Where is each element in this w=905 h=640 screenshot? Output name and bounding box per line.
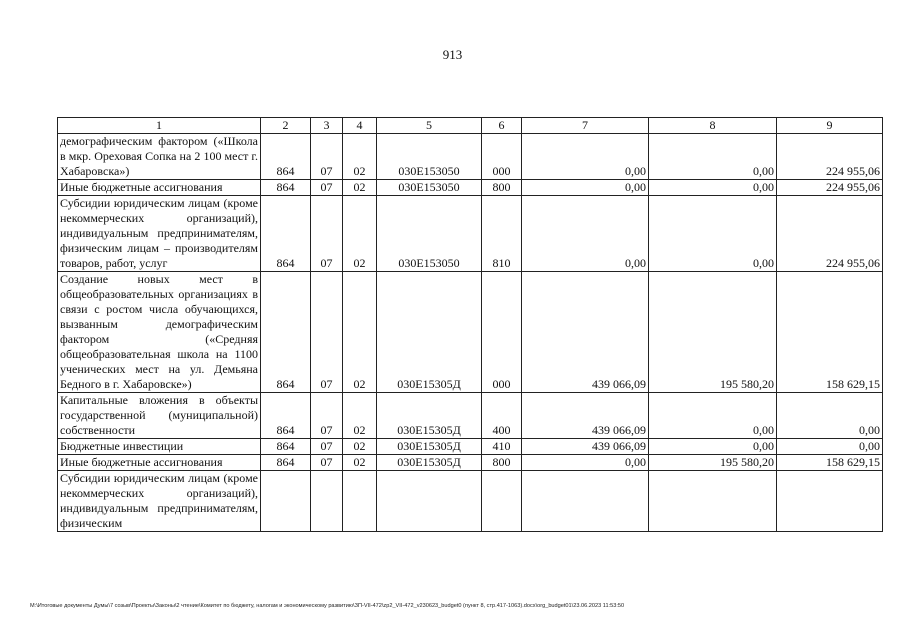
header-cell: 7 — [522, 118, 649, 134]
budget-table — [57, 117, 883, 532]
header-cell: 6 — [482, 118, 522, 134]
cell-subsection: 02 — [343, 393, 377, 439]
cell-ministry-code: 864 — [261, 134, 311, 180]
cell-section: 07 — [311, 180, 343, 196]
table-row — [58, 455, 883, 471]
cell-target-article: 030Е15305Д — [377, 439, 482, 455]
row-description: Субсидии юридическим лицам (кроме некоммерческих организаций), индивидуальным предпринимателям, физическим — [58, 471, 261, 532]
cell-subsection: 02 — [343, 439, 377, 455]
cell-amount-col7: 439 066,09 — [522, 439, 649, 455]
cell-subsection: 02 — [343, 455, 377, 471]
cell-amount-col9: 0,00 — [777, 439, 883, 455]
cell-section: 07 — [311, 272, 343, 393]
row-description: Создание новых мест в общеобразовательных организациях в связи с ростом числа обучающихся, вызванным демографическим фактором («Средняя общеобразовательная школа на 1100 ученических мест на ул. Демьяна Бедного в г. Хабаровске») — [58, 272, 261, 393]
header-cell: 1 — [58, 118, 261, 134]
cell-target-article: 030Е153050 — [377, 134, 482, 180]
cell-target-article: 030Е153050 — [377, 180, 482, 196]
row-description: Иные бюджетные ассигнования — [58, 180, 261, 196]
cell-amount-col7: 439 066,09 — [522, 393, 649, 439]
cell-amount-col7: 0,00 — [522, 180, 649, 196]
table-row — [58, 393, 883, 439]
cell-ministry-code: 864 — [261, 439, 311, 455]
cell-subsection: 02 — [343, 196, 377, 272]
cell-amount-col8: 0,00 — [649, 439, 777, 455]
header-cell: 5 — [377, 118, 482, 134]
cell-amount-col9: 224 955,06 — [777, 180, 883, 196]
cell-amount-col8: 0,00 — [649, 134, 777, 180]
cell-amount-col9: 158 629,15 — [777, 455, 883, 471]
cell-subsection: 02 — [343, 180, 377, 196]
cell-amount-col8: 195 580,20 — [649, 455, 777, 471]
cell-target-article: 030Е15305Д — [377, 455, 482, 471]
cell-expense-type: 400 — [482, 393, 522, 439]
row-description: Капитальные вложения в объекты государственной (муниципальной) собственности — [58, 393, 261, 439]
cell-expense-type: 810 — [482, 196, 522, 272]
cell-amount-col7 — [522, 471, 649, 532]
table-row — [58, 134, 883, 180]
table-row — [58, 196, 883, 272]
row-description: Субсидии юридическим лицам (кроме некоммерческих организаций), индивидуальным предпринимателям, физическим лицам – производителям товаров, работ, услуг — [58, 196, 261, 272]
cell-section: 07 — [311, 393, 343, 439]
cell-target-article — [377, 471, 482, 532]
cell-ministry-code: 864 — [261, 196, 311, 272]
table-row — [58, 439, 883, 455]
header-cell: 8 — [649, 118, 777, 134]
cell-section: 07 — [311, 439, 343, 455]
cell-amount-col9: 0,00 — [777, 393, 883, 439]
cell-amount-col7: 0,00 — [522, 455, 649, 471]
row-description: демографическим фактором («Школа в мкр. Ореховая Сопка на 2 100 мест г. Хабаровска») — [58, 134, 261, 180]
header-cell: 3 — [311, 118, 343, 134]
cell-amount-col9 — [777, 471, 883, 532]
cell-subsection — [343, 471, 377, 532]
cell-amount-col8 — [649, 471, 777, 532]
header-row — [58, 118, 883, 134]
cell-amount-col7: 0,00 — [522, 196, 649, 272]
cell-amount-col7: 439 066,09 — [522, 272, 649, 393]
cell-section: 07 — [311, 196, 343, 272]
row-description: Иные бюджетные ассигнования — [58, 455, 261, 471]
cell-amount-col8: 0,00 — [649, 196, 777, 272]
cell-amount-col9: 158 629,15 — [777, 272, 883, 393]
cell-subsection: 02 — [343, 134, 377, 180]
row-description: Бюджетные инвестиции — [58, 439, 261, 455]
cell-amount-col9: 224 955,06 — [777, 196, 883, 272]
cell-ministry-code: 864 — [261, 180, 311, 196]
cell-subsection: 02 — [343, 272, 377, 393]
cell-ministry-code: 864 — [261, 455, 311, 471]
cell-target-article: 030Е153050 — [377, 196, 482, 272]
cell-section: 07 — [311, 134, 343, 180]
cell-section — [311, 471, 343, 532]
cell-ministry-code: 864 — [261, 393, 311, 439]
cell-ministry-code — [261, 471, 311, 532]
header-cell: 2 — [261, 118, 311, 134]
cell-amount-col8: 195 580,20 — [649, 272, 777, 393]
cell-target-article: 030Е15305Д — [377, 393, 482, 439]
cell-section: 07 — [311, 455, 343, 471]
cell-expense-type: 800 — [482, 180, 522, 196]
cell-amount-col8: 0,00 — [649, 393, 777, 439]
footer-file-path: M:\Итоговые документы Думы\7 созыв\Проекты\Законы\2 чтение\Комитет по бюджету, налогам и экономическому развитию\ЗП-VII-472\zp2_VII-472_v230623_budget0 (пункт 8, стр.417-1063).docx\org_budget01\23.06.2023 11:53:50 — [30, 603, 625, 609]
cell-ministry-code: 864 — [261, 272, 311, 393]
cell-expense-type: 800 — [482, 455, 522, 471]
cell-amount-col8: 0,00 — [649, 180, 777, 196]
cell-expense-type: 410 — [482, 439, 522, 455]
page-number: 913 — [442, 47, 463, 62]
cell-expense-type: 000 — [482, 272, 522, 393]
header-cell: 9 — [777, 118, 883, 134]
table-row — [58, 272, 883, 393]
cell-amount-col9: 224 955,06 — [777, 134, 883, 180]
cell-expense-type — [482, 471, 522, 532]
header-cell: 4 — [343, 118, 377, 134]
cell-expense-type: 000 — [482, 134, 522, 180]
table-row — [58, 180, 883, 196]
cell-target-article: 030Е15305Д — [377, 272, 482, 393]
cell-amount-col7: 0,00 — [522, 134, 649, 180]
table-row — [58, 471, 883, 532]
